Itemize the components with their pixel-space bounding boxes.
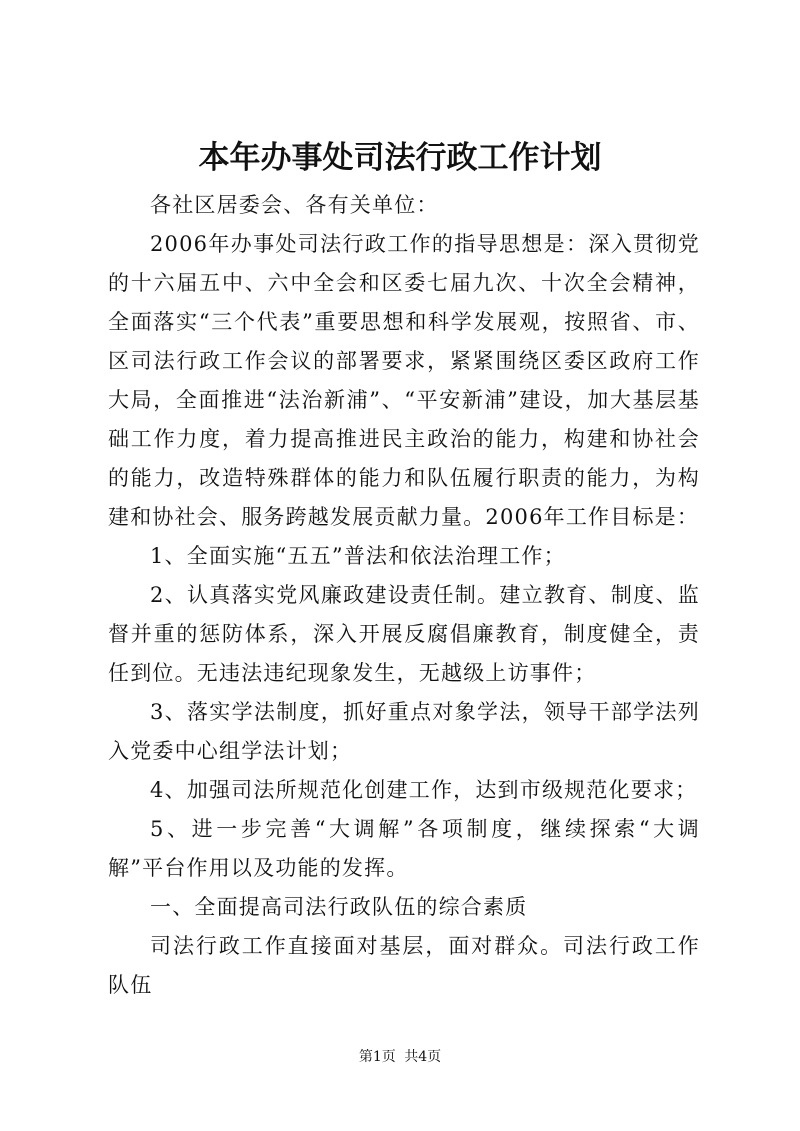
paragraph-goal-5: 5、进一步完善“大调解”各项制度，继续探索“大调解”平台作用以及功能的发挥。	[108, 817, 700, 880]
document-body	[108, 186, 700, 1005]
paragraph-goal-3: 3、落实学法制度，抓好重点对象学法，领导干部学法列入党委中心组学法计划；	[108, 700, 700, 763]
section-heading-1: 一、全面提高司法行政队伍的综合素质	[150, 895, 528, 919]
paragraph-guiding-ideology: 2006年办事处司法行政工作的指导思想是：深入贯彻党的十六届五中、六中全会和区委七届九次、十次全会精神，全面落实“三个代表”重要思想和科学发展观，按照省、市、区司法行政工作会议的部署要求，紧紧围绕区委区政府工作大局，全面推进“法治新浦”、“平安新浦”建设，加大基层基础工作力度，着力提高推进民主政治的能力，构建和协社会的能力，改造特殊群体的能力和队伍履行职责的能力，为构建和协社会、服务跨越发展贡献力量。2006年工作目标是：	[108, 232, 700, 529]
paragraph-section-1-body: 司法行政工作直接面对基层，面对群众。司法行政工作队伍	[108, 934, 700, 997]
paragraph-goal-4: 4、加强司法所规范化创建工作，达到市级规范化要求；	[150, 778, 698, 802]
page-footer	[0, 1047, 800, 1067]
paragraph-salutation: 各社区居委会、各有关单位：	[150, 193, 439, 217]
page-total: 共4页	[404, 1049, 442, 1065]
paragraph-goal-1: 1、全面实施“五五”普法和依法治理工作；	[150, 544, 566, 568]
paragraph-goal-2: 2、认真落实党风廉政建设责任制。建立教育、制度、监督并重的惩防体系，深入开展反腐倡廉教育，制度健全，责任到位。无违法违纪现象发生，无越级上访事件；	[108, 583, 700, 685]
document-title: 本年办事处司法行政工作计划	[198, 140, 602, 176]
page-number: 第1页	[358, 1049, 396, 1065]
